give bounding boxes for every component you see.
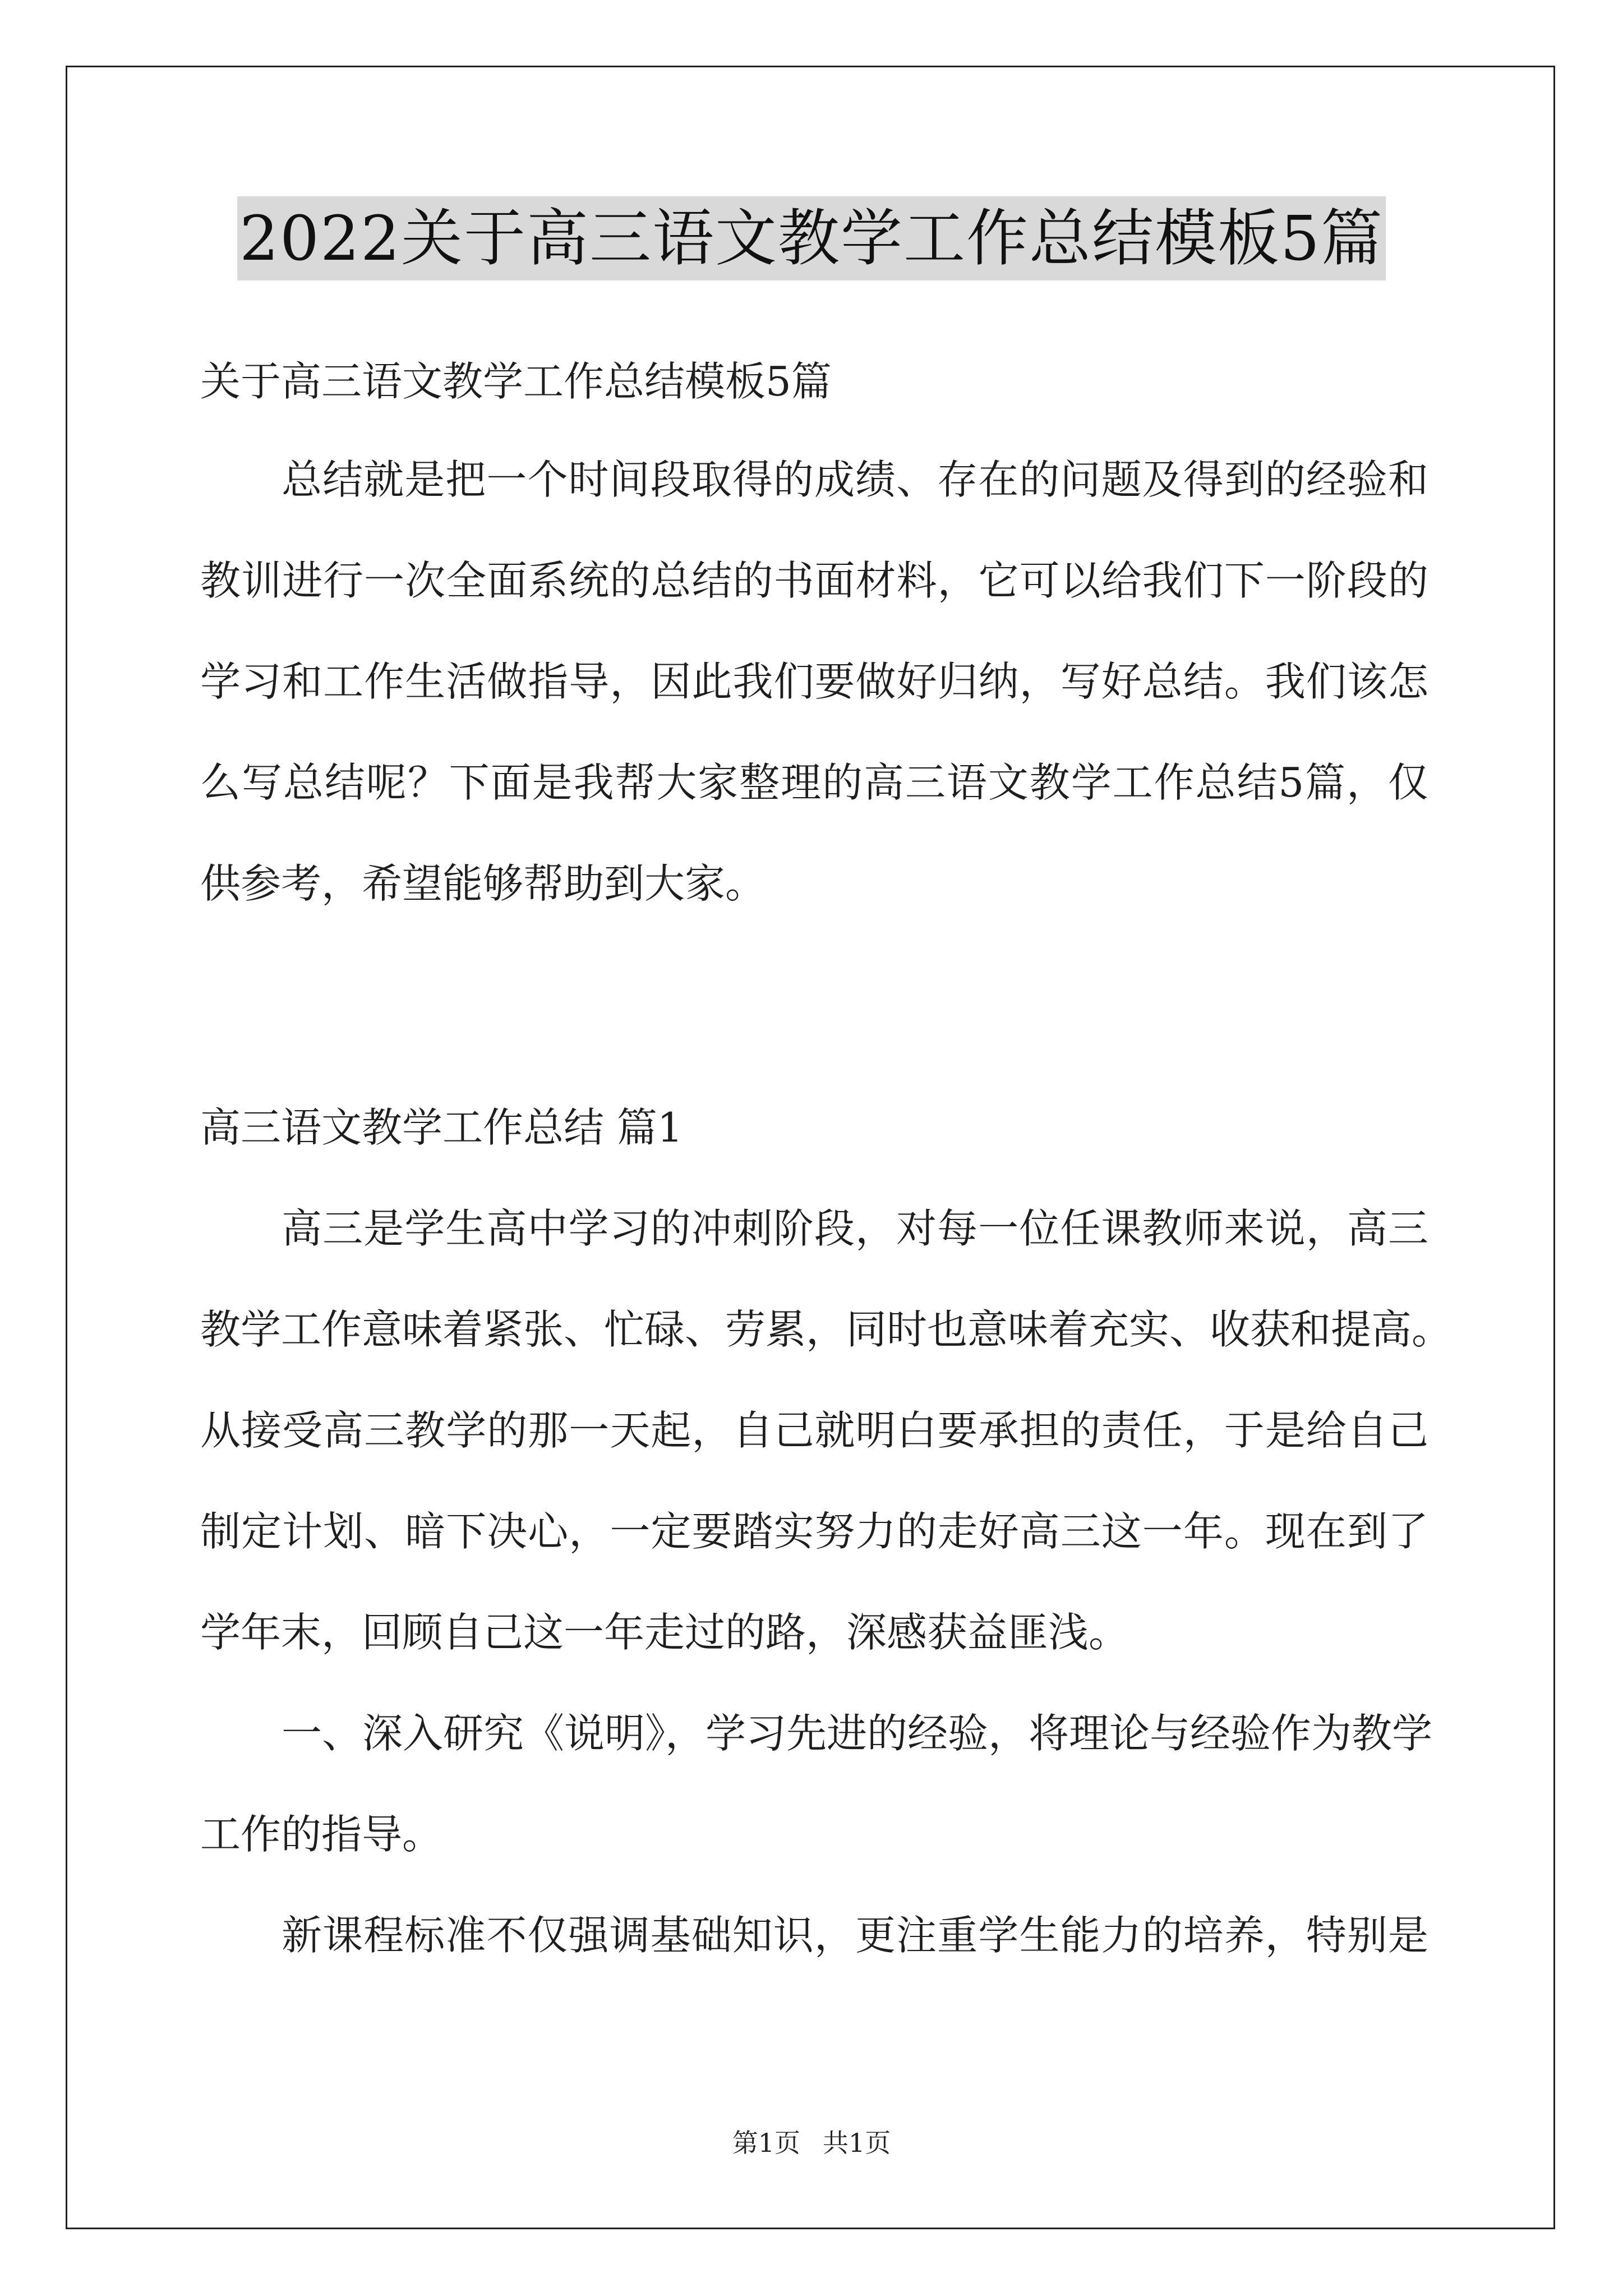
intro-line-4: 么写总结呢？下面是我帮大家整理的高三语文教学工作总结5篇，仅: [200, 759, 1428, 806]
page-footer: [0, 2126, 1623, 2160]
para1-line-5: 学年末，回顾自己这一年走过的路，深感获益匪浅。: [200, 1609, 1129, 1656]
para2-line-1: 一、深入研究《说明》，学习先进的经验，将理论与经验作为教学: [282, 1710, 1433, 1757]
document-title: 2022关于高三语文教学工作总结模板5篇: [237, 196, 1386, 280]
section-heading: 高三语文教学工作总结 篇1: [200, 1104, 683, 1151]
intro-line-5: 供参考，希望能够帮助到大家。: [200, 860, 766, 907]
para1-line-1: 高三是学生高中学习的冲刺阶段，对每一位任课教师来说，高三: [282, 1205, 1428, 1252]
page-number: 第1页: [732, 2128, 800, 2158]
title-container: [0, 196, 1623, 280]
intro-line-3: 学习和工作生活做指导，因此我们要做好归纳，写好总结。我们该怎: [200, 658, 1428, 705]
para3-line-1: 新课程标准不仅强调基础知识，更注重学生能力的培养，特别是: [282, 1912, 1428, 1959]
page-total: 共1页: [823, 2128, 891, 2158]
para2-line-2: 工作的指导。: [200, 1811, 443, 1858]
para1-line-2: 教学工作意味着紧张、忙碌、劳累，同时也意味着充实、收获和提高。: [200, 1306, 1453, 1353]
intro-line-1: 总结就是把一个时间段取得的成绩、存在的问题及得到的经验和: [282, 456, 1428, 503]
intro-line-2: 教训进行一次全面系统的总结的书面材料，它可以给我们下一阶段的: [200, 557, 1428, 604]
document-subtitle: 关于高三语文教学工作总结模板5篇: [200, 358, 832, 405]
para1-line-4: 制定计划、暗下决心，一定要踏实努力的走好高三这一年。现在到了: [200, 1508, 1428, 1555]
para1-line-3: 从接受高三教学的那一天起，自己就明白要承担的责任，于是给自己: [200, 1407, 1428, 1454]
